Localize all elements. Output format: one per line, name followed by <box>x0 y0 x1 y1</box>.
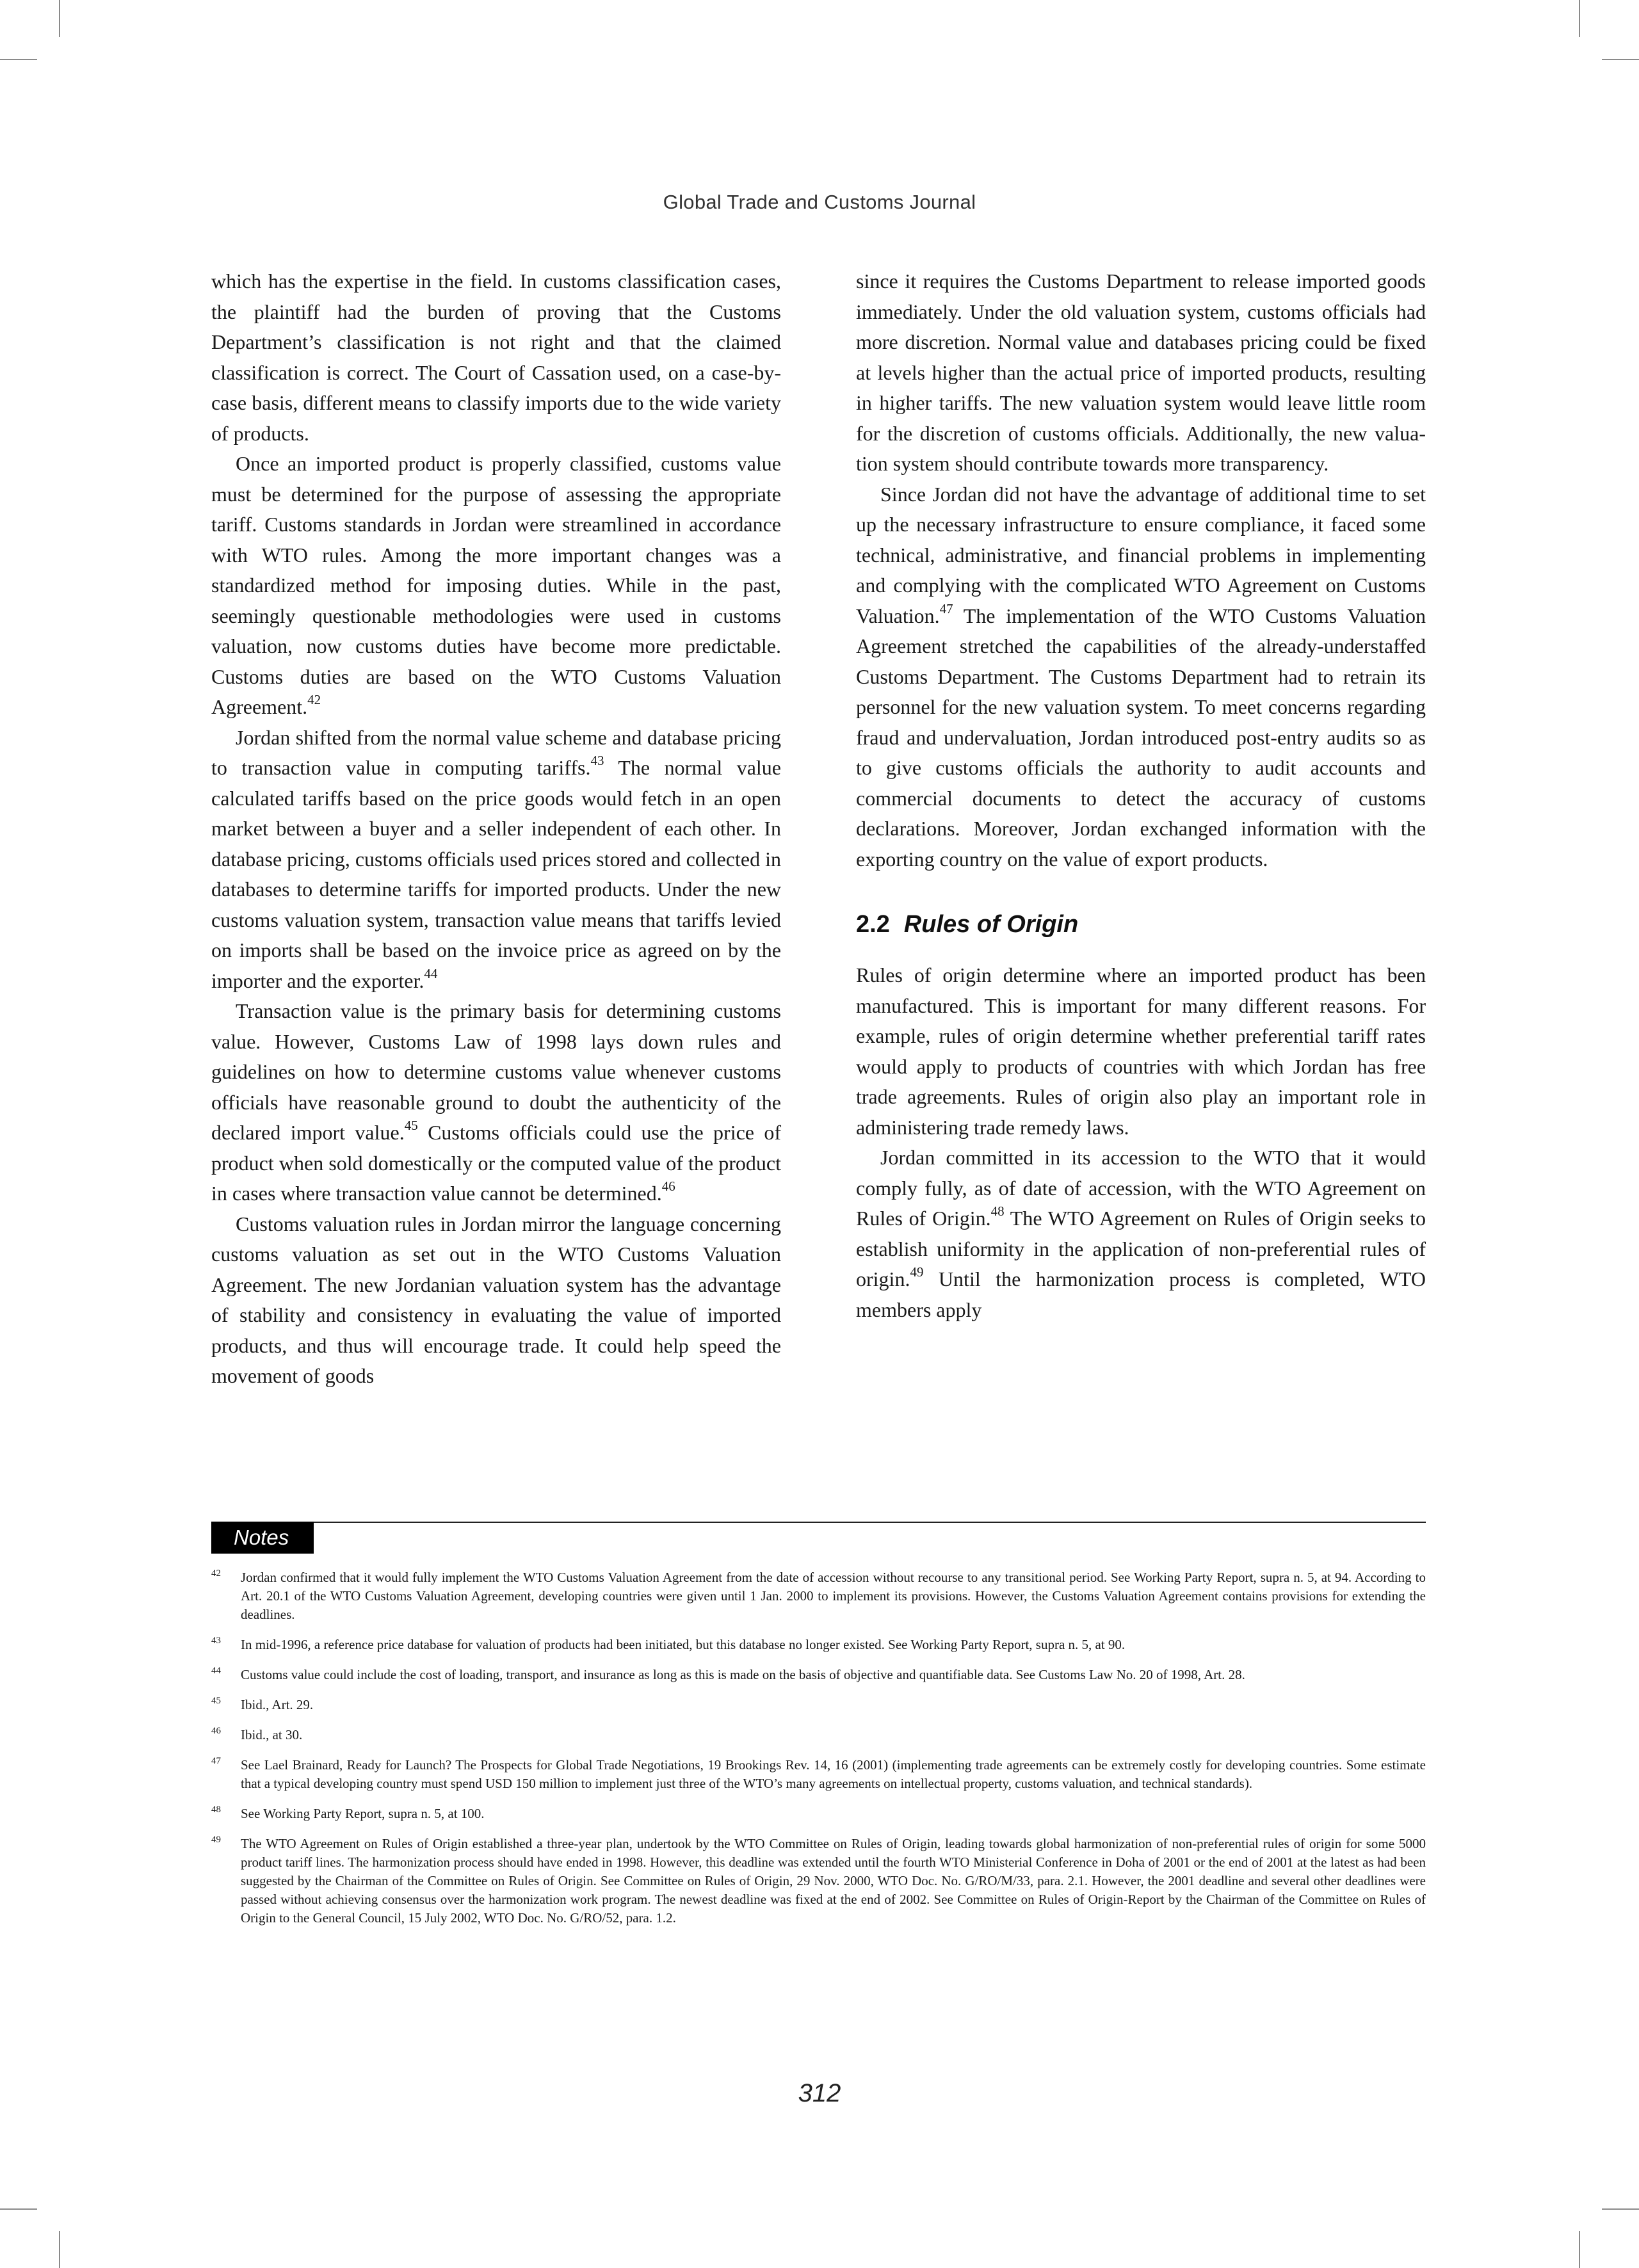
footnote-number: 46 <box>211 1726 221 1736</box>
notes-label: Notes <box>211 1522 314 1554</box>
crop-mark-top-right-h <box>1602 59 1639 60</box>
footnote-text: Ibid., at 30. <box>241 1727 303 1742</box>
footnote-number: 48 <box>211 1805 221 1815</box>
footnote-text: Customs value could include the cost of loading, transport, and insurance as long as this is made on the basis of objective and quantifiable data. See Customs Law No. 20 of 1998, Art. 28. <box>241 1667 1245 1682</box>
paragraph-text: Since Jordan did not have the advantage of additional time to set up the necessary infrastructure to ensure compliance, it faced some technical, administrative, and financial problems in implementing and complying with the complicated WTO Agreement on Customs Valuation. <box>856 482 1426 627</box>
paragraph-text: The normal value calculated tariffs based on the price goods would fetch in an open market between a buyer and a seller independent of each other. In database pricing, customs officials used prices stored and collected in databases to determine tariffs for imported products. Under the new customs valuation system, transaction value means that tariffs levied on imports shall be based on the invoice price as agreed on by the importer and the exporter. <box>211 756 782 992</box>
footnote-text: Ibid., Art. 29. <box>241 1697 314 1712</box>
footnote <box>211 1835 1426 1927</box>
paragraph-text: Once an imported product is properly classified, customs value must be determined for the purpose of assessing the appropriate tariff. Customs standards in Jordan were streamlined in accordance with WTO rules. Among the more important changes was a standardized method for imposing duties. While in the past, seemingly questionable methodologies were used in customs valuation, now customs duties have become more predictable. Customs duties are based on the WTO Customs Valuation Agreement. <box>211 452 781 718</box>
crop-mark-bottom-left-v <box>59 2231 60 2268</box>
footnote-number: 45 <box>211 1696 221 1706</box>
paragraph-text: Jordan shifted from the normal value scheme and database pricing to transaction value in computing tariffs. <box>211 725 781 779</box>
paragraph-text: Customs valuation rules in Jordan mirror the language concerning customs valuation as set out in the WTO Customs Valuation Agreement. The new Jordanian valuation system has the advantage of stability and consistency in evaluating the value of imported products, and thus will encourage trade. It could help speed the movement of goods <box>211 1212 781 1387</box>
paragraph <box>211 996 781 1209</box>
footnote-ref[interactable]: 48 <box>990 1203 1005 1219</box>
paragraph <box>211 449 781 723</box>
crop-mark-top-left-h <box>0 59 37 60</box>
crop-mark-top-left-v <box>59 0 60 37</box>
paragraph <box>856 1143 1426 1325</box>
paragraph <box>211 723 781 997</box>
paragraph-text: The WTO Agreement on Rules of Origin seeks to establish uniformity in the application of non-preferential rules of origin. <box>856 1207 1426 1291</box>
footnote <box>211 1636 1426 1654</box>
right-column <box>856 266 1426 1325</box>
footnote-ref[interactable]: 42 <box>307 692 321 707</box>
paragraph <box>856 960 1426 1143</box>
footnote <box>211 1756 1426 1793</box>
notes-divider <box>211 1522 1426 1523</box>
footnote-ref[interactable]: 49 <box>910 1264 924 1280</box>
paragraph <box>856 266 1426 479</box>
paragraph <box>211 1209 781 1392</box>
crop-mark-bottom-right-h <box>1602 2208 1639 2210</box>
paragraph-text: Customs officials could use the price of product when sold domestically or the computed value of the product in cases where transaction value cannot be determined. <box>211 1121 782 1205</box>
paragraph-text: which has the expertise in the field. In customs classification cases, the plaintiff had the burden of proving that the Customs Department’s classification is not right and that the claimed classification is correct. The Court of Cassation used, on a case-by-case basis, different means to classify imports due to the wide variety of products. <box>211 269 781 445</box>
paragraph-text: Transaction value is the primary basis for determining customs value. However, Customs Law of 1998 lays down rules and guidelines on how to determine customs value whenever customs officials have reasonable ground to doubt the authenticity of the declared import value. <box>211 999 781 1144</box>
footnote-text: Jordan confirmed that it would fully implement the WTO Customs Valuation Agreement from the date of accession without recourse to any transitional period. See Working Party Report, supra n. 5, at 94. According to Art. 20.1 of the WTO Customs Valuation Agreement, developing countries were given until 1 Jan. 2000 to implement its provisions. However, the Customs Valuation Agreement contains provisions for extending the deadlines. <box>241 1570 1426 1622</box>
paragraph-text: since it requires the Customs Department to release imported goods immediately. Under the old valuation system, customs officials had more discretion. Normal value and databases pricing could be fixed at levels higher than the actual price of imported products, resulting in higher tariffs. The new valuation system would leave little room for the discretion of customs officials. Additionally, the new valuation system should contribute towards more transparency. <box>856 269 1426 475</box>
footnotes <box>211 1568 1426 1939</box>
paragraph-text: The implementation of the WTO Customs Valuation Agreement stretched the capabilities of the already-understaffed Customs Department. The Customs Department had to retrain its personnel for the new valuation system. To meet concerns regarding fraud and undervaluation, Jordan introduced post-entry audits so as to give customs officials the authority to audit accounts and commercial documents to detect the accuracy of customs declarations. Moreover, Jordan exchanged information with the exporting country on the value of export products. <box>856 604 1426 871</box>
footnote-ref[interactable]: 46 <box>661 1178 675 1194</box>
footnote <box>211 1568 1426 1624</box>
section-number: 2.2 <box>856 911 890 938</box>
footnote-ref[interactable]: 45 <box>404 1118 418 1133</box>
section-title: Rules of Origin <box>903 911 1079 938</box>
paragraph <box>211 266 781 449</box>
left-column <box>211 266 781 1392</box>
footnote-number: 43 <box>211 1636 221 1646</box>
footnote-text: The WTO Agreement on Rules of Origin established a three-year plan, undertook by the WTO Committee on Rules of Origin, leading towards global harmonization of non-preferential rules of origin for some 5000 product tariff lines. The harmonization process should have ended in 1998. However, this deadline was extended until the fourth WTO Ministerial Conference in Doha of 2001 or the end of 2001 at the latest as had been suggested by the Chairman of the Committee on Rules of Origin. See Committee on Rules of Origin, 29 Nov. 2000, WTO Doc. No. G/RO/M/33, para. 2.1. However, the 2001 deadline and several other deadlines were passed without achieving consensus over the harmonization work program. The newest deadline was fixed at the end of 2002. See Committee on Rules of Origin-Report by the Chairman of the Committee on Rules of Origin to the General Council, 15 July 2002, WTO Doc. No. G/RO/52, para. 1.2. <box>241 1836 1426 1926</box>
crop-mark-bottom-left-h <box>0 2208 37 2210</box>
footnote <box>211 1805 1426 1823</box>
footnote <box>211 1666 1426 1684</box>
crop-mark-bottom-right-v <box>1579 2231 1580 2268</box>
footnote-text: See Lael Brainard, Ready for Launch? The Prospects for Global Trade Negotiations, 19 Brookings Rev. 14, 16 (2001) (implementing trade agreements can be extremely costly for developing countries. Some estimate that a typical developing country must spend USD 150 million to implement just three of the WTO’s many agreements on intellectual property, customs valuation, and technical standards). <box>241 1757 1426 1791</box>
footnote-text: See Working Party Report, supra n. 5, at 100. <box>241 1806 485 1821</box>
footnote-number: 42 <box>211 1568 221 1579</box>
page-number: 312 <box>798 2079 841 2107</box>
paragraph-text: Until the harmonization process is completed, WTO members apply <box>856 1267 1426 1321</box>
footnote <box>211 1696 1426 1714</box>
running-head: Global Trade and Customs Journal <box>663 191 976 213</box>
footnote-number: 44 <box>211 1666 221 1676</box>
footnote-ref[interactable]: 44 <box>424 965 438 981</box>
footnote-ref[interactable]: 47 <box>939 600 953 616</box>
footnote-ref[interactable]: 43 <box>590 753 604 768</box>
footnote <box>211 1726 1426 1744</box>
paragraph <box>856 479 1426 875</box>
paragraph-text: Rules of origin determine where an imported product has been manufactured. This is important for many different reasons. For example, rules of origin determine whether preferential tariff rates would apply to products of countries with which Jordan has free trade agreements. Rules of origin also play an important role in administering trade remedy laws. <box>856 963 1426 1139</box>
footnote-text: In mid-1996, a reference price database for valuation of products had been initiated, but this database no longer existed. See Working Party Report, supra n. 5, at 90. <box>241 1637 1126 1652</box>
crop-mark-top-right-v <box>1579 0 1580 37</box>
section-heading <box>856 909 1426 940</box>
footnote-number: 47 <box>211 1756 221 1766</box>
paragraph-text: Jordan committed in its accession to the WTO that it would comply fully, as of date of accession, with the WTO Agreement on Rules of Origin. <box>856 1146 1426 1230</box>
footnote-number: 49 <box>211 1835 221 1845</box>
